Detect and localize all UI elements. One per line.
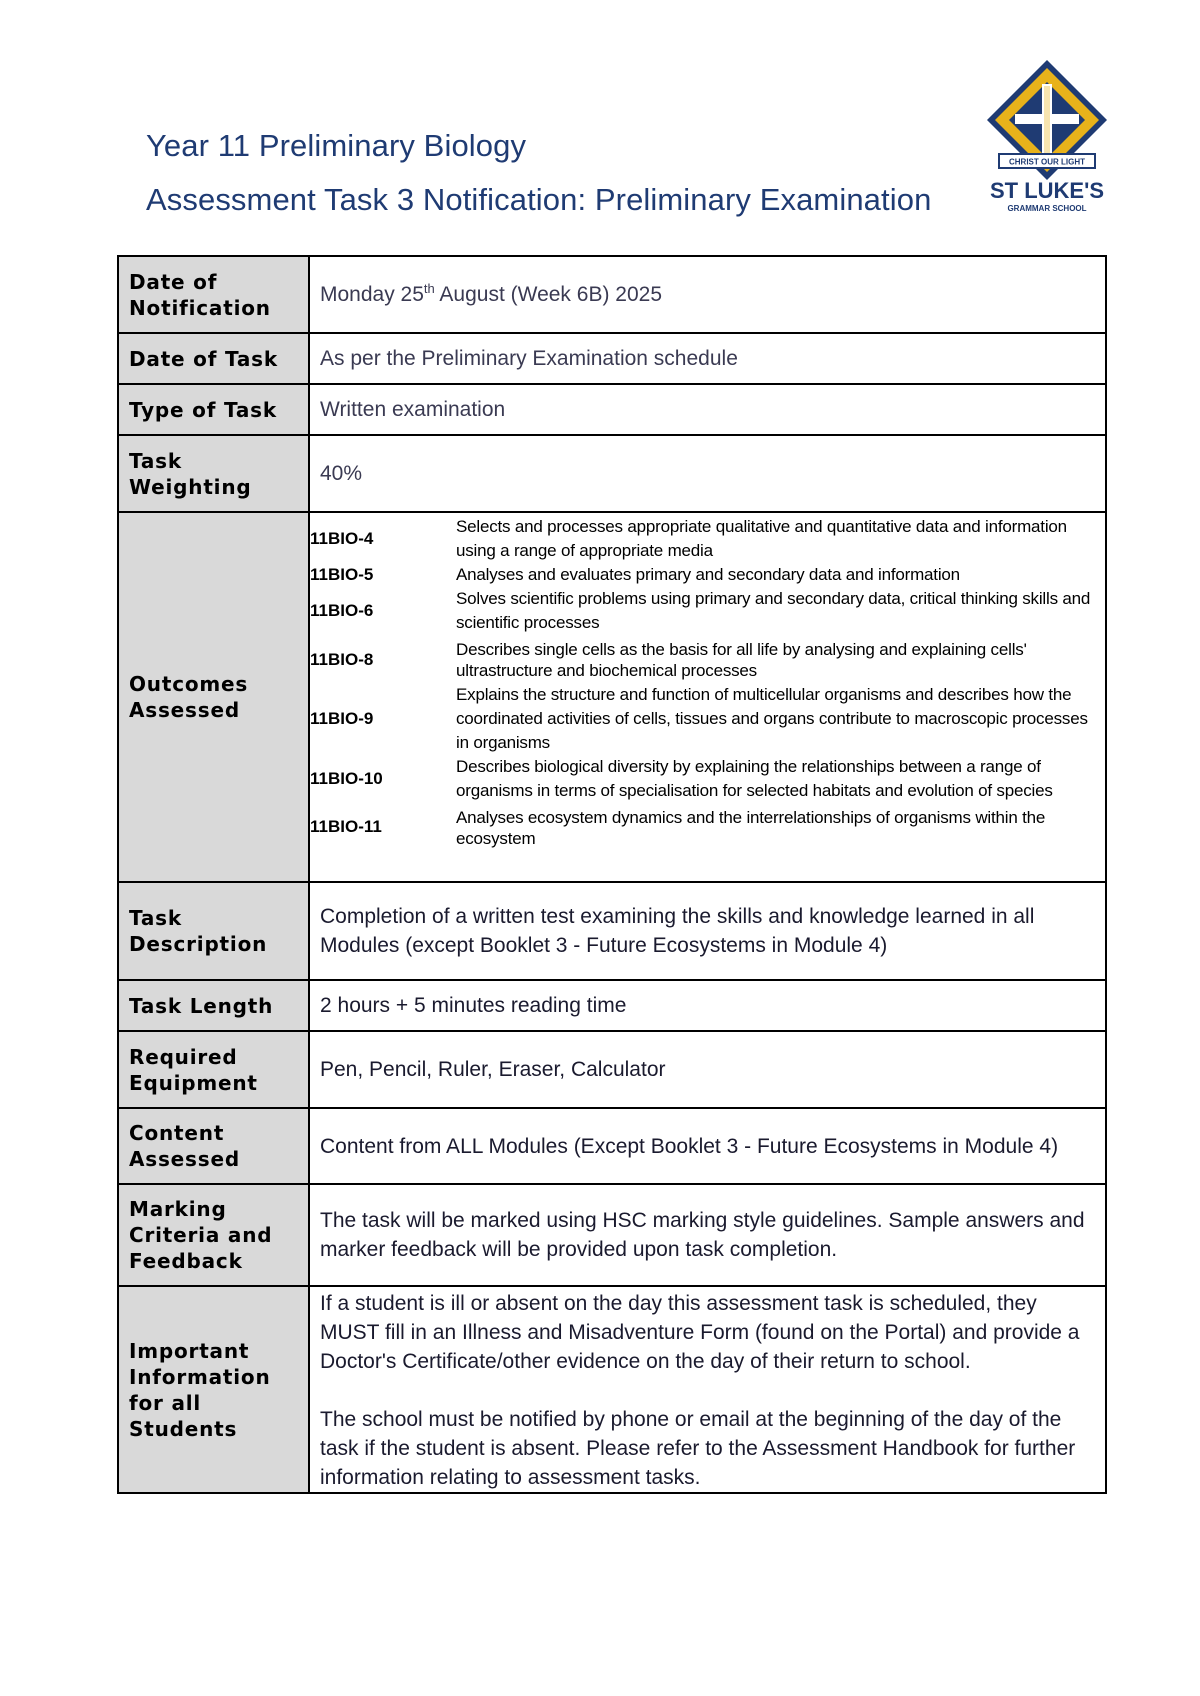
label-line: for all — [129, 1390, 202, 1415]
row-marking-criteria — [118, 1184, 1106, 1286]
value-outcomes-assessed — [309, 512, 1106, 882]
label-line: Important — [129, 1338, 250, 1363]
label-date-of-notification — [118, 256, 309, 333]
notification-date-text: Monday 25 — [320, 283, 424, 306]
school-crest-logo — [985, 58, 1115, 218]
value-date-of-task: As per the Preliminary Examination schedule — [309, 333, 1106, 384]
label-task-length: Task Length — [118, 980, 309, 1031]
row-task-weighting — [118, 435, 1106, 512]
value-date-of-notification — [309, 256, 1106, 333]
outcome-description: Analyses and evaluates primary and secondary data and information — [456, 565, 960, 584]
label-line: Students — [129, 1416, 238, 1441]
value-task-length: 2 hours + 5 minutes reading time — [309, 980, 1106, 1031]
outcome-item — [310, 803, 1105, 849]
outcome-description: Solves scientific problems using primary and secondary data, critical thinking skills and scientific processes — [456, 589, 1091, 632]
outcome-item — [310, 515, 1105, 563]
label-task-weighting — [118, 435, 309, 512]
outcome-description: Describes single cells as the basis for all life by analysing and explaining cells' ultrastructure and biochemical processes — [456, 640, 1027, 680]
label-line: Description — [129, 932, 268, 956]
page-title: Year 11 Preliminary Biology — [146, 128, 527, 163]
outcome-item — [310, 635, 1105, 681]
row-task-length — [118, 980, 1106, 1031]
value-important-information — [309, 1286, 1106, 1493]
school-name: ST LUKE'S — [989, 178, 1105, 203]
outcome-item — [310, 755, 1105, 803]
label-line: Assessed — [129, 1147, 240, 1171]
outcome-item — [310, 587, 1105, 635]
label-line: Assessed — [129, 698, 240, 722]
value-task-description: Completion of a written test examining the skills and knowledge learned in all Modules (except Booklet 3 - Future Ecosystems in Module 4) — [309, 882, 1106, 980]
outcome-item — [310, 681, 1105, 755]
outcomes-list — [310, 515, 1105, 849]
row-task-description — [118, 882, 1106, 980]
label-marking-criteria — [118, 1184, 309, 1286]
outcome-code: 11BIO-5 — [310, 565, 374, 584]
label-line: Equipment — [129, 1070, 258, 1095]
date-suffix: th — [423, 281, 435, 296]
value-type-of-task: Written examination — [309, 384, 1106, 435]
outcome-code: 11BIO-11 — [310, 817, 382, 836]
label-line: Criteria and — [129, 1223, 273, 1247]
label-important-information — [118, 1286, 309, 1493]
value-required-equipment: Pen, Pencil, Ruler, Eraser, Calculator — [309, 1031, 1106, 1108]
crest-motto: CHRIST OUR LIGHT — [1009, 157, 1085, 167]
outcome-description: Describes biological diversity by explaining the relationships between a range of organisms in terms of specialisation for selected habitats and evolution of species — [456, 757, 1053, 800]
label-line: Notification — [129, 295, 271, 320]
label-line: Required — [129, 1044, 238, 1069]
school-subtitle: GRAMMAR SCHOOL — [1007, 204, 1087, 213]
outcome-description: Selects and processes appropriate qualitative and quantitative data and information using a range of appropriate media — [456, 517, 1067, 560]
label-type-of-task: Type of Task — [118, 384, 309, 435]
important-paragraph-1: If a student is ill or absent on the day this assessment task is scheduled, they MUST fill in an Illness and Misadventure Form (found on the Portal) and provide a Doctor's Certificate/other evidence on the day of their return to school. — [320, 1292, 1080, 1373]
outcome-code: 11BIO-9 — [310, 709, 374, 728]
label-line: Content — [129, 1121, 225, 1145]
label-line: Task — [129, 906, 182, 930]
value-content-assessed: Content from ALL Modules (Except Booklet 3 - Future Ecosystems in Module 4) — [309, 1108, 1106, 1184]
outcome-code: 11BIO-4 — [310, 529, 374, 548]
label-line: Feedback — [129, 1249, 243, 1273]
label-line: Task — [129, 448, 182, 473]
outcome-description: Explains the structure and function of multicellular organisms and describes how the coordinated activities of cells, tissues and organs contribute to macroscopic processes in organisms — [456, 685, 1088, 752]
row-content-assessed — [118, 1108, 1106, 1184]
outcome-description: Analyses ecosystem dynamics and the interrelationships of organisms within the ecosystem — [456, 808, 1046, 848]
label-line: Date of — [129, 269, 218, 294]
outcome-code: 11BIO-6 — [310, 601, 374, 620]
label-required-equipment — [118, 1031, 309, 1108]
row-date-of-task — [118, 333, 1106, 384]
outcome-code: 11BIO-8 — [310, 650, 374, 669]
value-task-weighting: 40% — [309, 435, 1106, 512]
value-marking-criteria: The task will be marked using HSC marking style guidelines. Sample answers and marker feedback will be provided upon task completion. — [309, 1184, 1106, 1286]
label-line: Weighting — [129, 474, 252, 499]
row-required-equipment — [118, 1031, 1106, 1108]
label-date-of-task: Date of Task — [118, 333, 309, 384]
label-task-description — [118, 882, 309, 980]
outcome-code: 11BIO-10 — [310, 769, 383, 788]
row-important-information — [118, 1286, 1106, 1493]
label-line: Outcomes — [129, 672, 249, 696]
label-outcomes-assessed — [118, 512, 309, 882]
label-line: Information — [129, 1364, 271, 1389]
page-subtitle: Assessment Task 3 Notification: Preliminary Examination — [146, 182, 932, 217]
notification-date-rest: August (Week 6B) 2025 — [434, 283, 662, 306]
outcome-item — [310, 563, 1105, 587]
row-outcomes-assessed — [118, 512, 1106, 882]
important-paragraph-2: The school must be notified by phone or email at the beginning of the day of the task if the student is absent. Please refer to the Assessment Handbook for further information relating to assessment tasks. — [320, 1408, 1076, 1489]
row-date-of-notification — [118, 256, 1106, 333]
row-type-of-task — [118, 384, 1106, 435]
label-content-assessed — [118, 1108, 309, 1184]
assessment-details-table — [117, 255, 1107, 1494]
label-line: Marking — [129, 1197, 227, 1221]
